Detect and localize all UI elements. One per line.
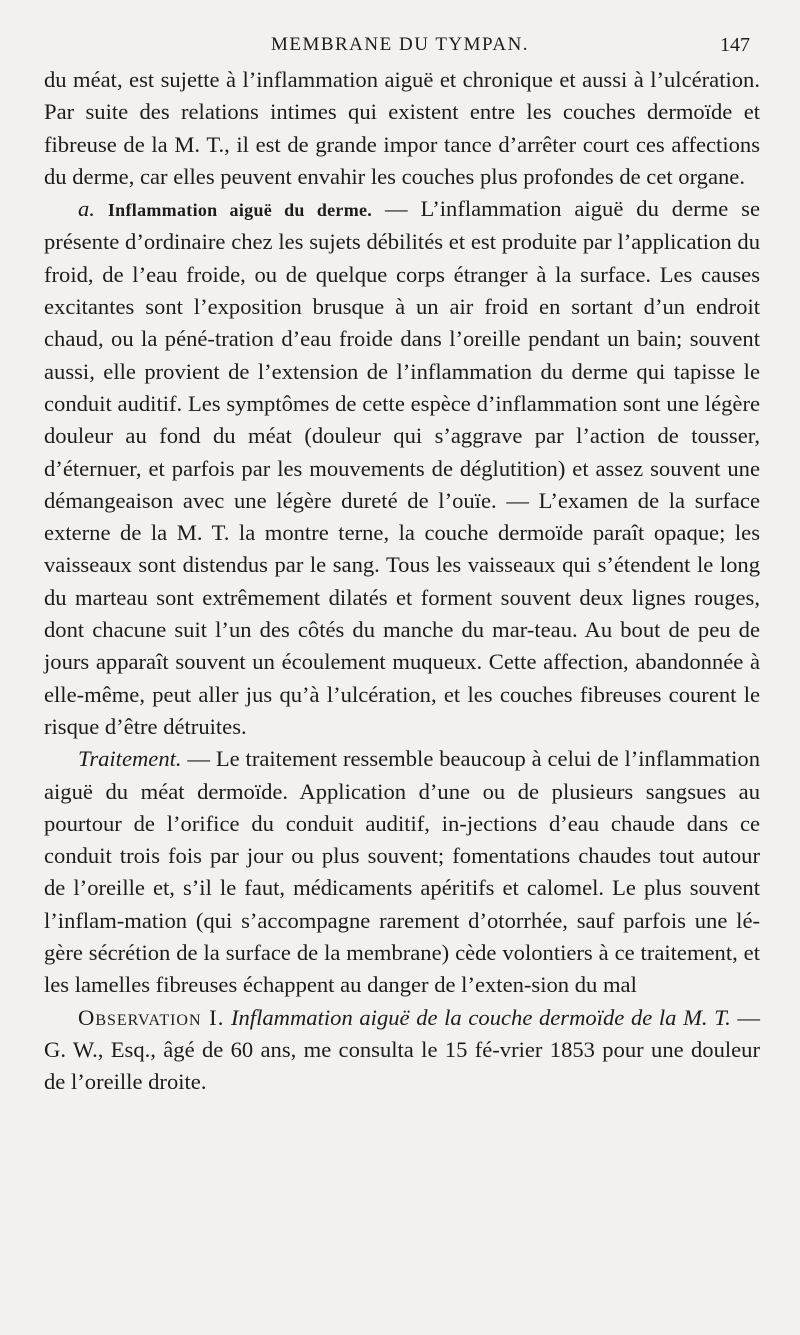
treatment-text: — Le traitement ressemble beaucoup à celui de l’inflammation aiguë du méat dermoïde. Application d’une ou de plusieurs sangsues au pourtour de l’orifice du conduit auditif, in-jections d’eau chaude dans ce conduit trois fois par jour ou plus souvent; fomentations chaudes tout autour de l’oreille et, s’il le faut, médicaments apéritifs et calomel. Le plus souvent l’inflam-mation (qui s’accompagne rarement d’otorrhée, sauf parfois une lé-gère sécrétion de la surface de la membrane) cède volontiers à ce traitement, et les lamelles fibreuses échappent au danger de l’exten-sion du mal [44,746,760,998]
section-a-text: — L’inflammation aiguë du derme se présente d’ordinaire chez les sujets débilités et est produite par l’application du froid, de l’eau froide, ou de quelque corps étranger à la surface. Les causes excitantes sont l’exposition brusque à un air froid en sortant d’un endroit chaud, ou la péné-tration d’eau froide dans l’oreille pendant un bain; souvent aussi, elle provient de l’extension de l’inflammation du derme qui tapisse le conduit auditif. Les symptômes de cette espèce d’inflammation sont une légère douleur au fond du méat (douleur qui s’aggrave par l’action de tousser, d’éternuer, et parfois par les mouvements de déglutition) et assez souvent une démangeaison avec une légère dureté de l’ouïe. — L’examen de la surface externe de la M. T. la montre terne, la couche dermoïde paraît opaque; les vaisseaux sont distendus par le sang. Tous les vaisseaux qui s’étendent le long du marteau sont extrêmement dilatés et forment souvent deux lignes rouges, dont chacune suit l’un des côtés du manche du mar-teau. Au bout de peu de jours apparaît souvent un écoulement muqueux. Cette affection, abandonnée à elle-même, peut aller jus qu’à l’ulcération, et les couches fibreuses courent le risque d’être détruites. [44,196,760,739]
observation-text: — G. W., Esq., âgé de 60 ans, me consulta le 15 fé-vrier 1853 pour une douleur de l’oreille droite. [44,1004,760,1095]
running-header [0,30,800,60]
body-text [44,64,760,1099]
header-title: MEMBRANE DU TYMPAN. [270,34,530,55]
treatment-label: Traitement. [78,746,182,772]
observation-label: Observation I. [78,1004,225,1030]
observation-paragraph [44,1002,760,1099]
paragraph-intro: du méat, est sujette à l’inflammation aiguë et chronique et aussi à l’ulcération. Par suite des relations intimes qui existent entre les couches dermoïde et fibreuse de la M. T., il est de grande impor tance d’arrêter court ces affections du derme, car elles peuvent envahir les couches plus profondes de cet organe. [44,67,760,189]
section-letter: a. [78,196,95,222]
page-number: 147 [720,34,750,56]
treatment-paragraph [44,743,760,1001]
observation-title: Inflammation aiguë de la couche dermoïde de la M. T. [230,1004,731,1030]
section-heading: Inflammation aiguë du derme. [107,200,373,221]
section-a-paragraph [44,193,760,743]
